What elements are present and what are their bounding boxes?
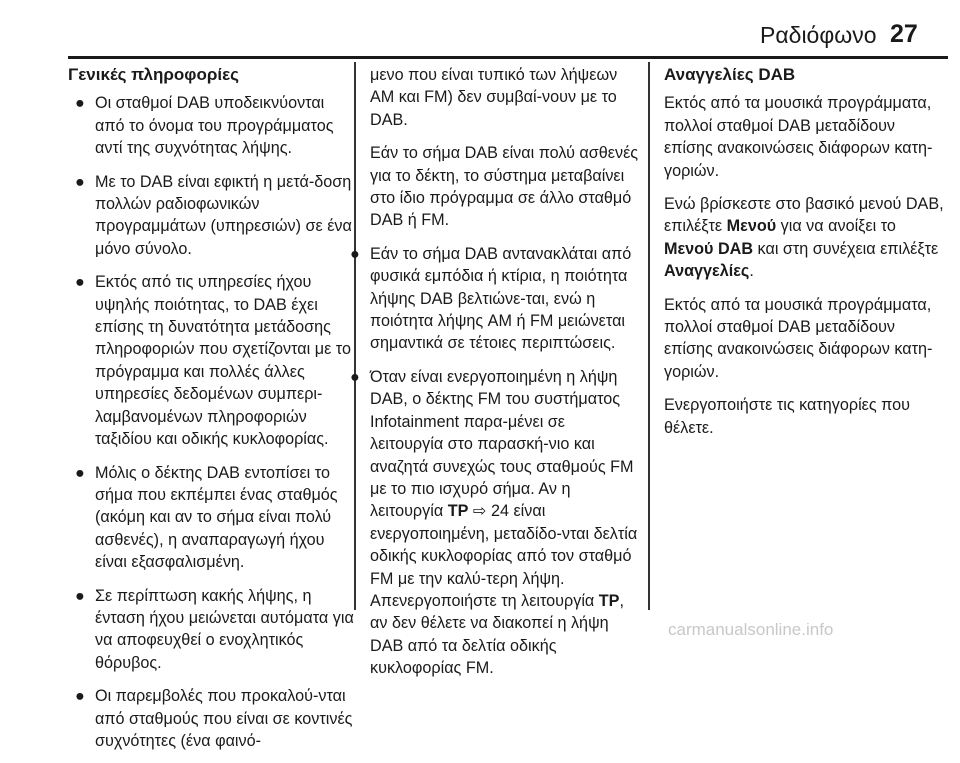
list-item: ● Με το DAB είναι εφικτή η μετά-δοση πολλών ραδιοφωνικών προγραμμάτων (υπηρεσιών) σε ένα μόνο σύνολο. bbox=[75, 172, 352, 258]
column-divider bbox=[648, 62, 650, 610]
list-item: ● Εάν το σήμα DAB αντανακλάται από φυσικά εμπόδια ή κτίρια, η ποιότητα λήψης DAB βελτιώνε-ται, ενώ η ποιότητα λήψης AM ή FM μειώνεται σημαντικά σε τέτοιες περιπτώσεις. bbox=[350, 244, 632, 353]
page-reference: 24 bbox=[490, 502, 509, 521]
list-item: ● Εκτός από τις υπηρεσίες ήχου υψηλής ποιότητας, το DAB έχει επίσης τη δυνατότητα μετάδοσης πληροφοριών που σχετίζονται με το πρόγραμμα και πολλές άλλες υπηρεσίες δεδομένων συμπερι-λαμβανομένων πληροφοριών ταξιδίου και οδικής κυκλοφορίας. bbox=[75, 273, 351, 449]
bullet-icon: ● bbox=[350, 244, 360, 263]
header-rule bbox=[68, 56, 948, 59]
list-item: ● Όταν είναι ενεργοποιημένη η λήψη DAB, ο δέκτης FM του συστήματος Infotainment παρα-μένει σε λειτουργία στο παρασκή-νιο και αναζητά συνεχώς τους σταθμούς FM με το πιο ισχυρό σήμα. Αν η λειτουργία TP ⇨ 24 είναι ενεργοποιημένη, μεταδίδο-νται δελτία οδικής κυκλοφορίας από τον σταθμό FM με την καλύ-τερη λήψη. Απενεργοποιήστε τη λειτουργία TP, αν δεν θέλετε να διακοπεί η λήψη DAB από τα δελτία οδικής κυκλοφορίας FM. bbox=[350, 367, 638, 678]
right-column bbox=[664, 64, 944, 450]
announcements-label: Αναγγελίες bbox=[664, 262, 750, 281]
paragraph: Ενεργοποιήστε τις κατηγορίες που θέλετε. bbox=[664, 396, 910, 437]
paragraph: Ενώ βρίσκεστε στο βασικό μενού DAB, επιλέξτε Μενού για να ανοίξει το Μενού DAB και στη συνέχεια επιλέξτε Αναγγελίες. bbox=[664, 195, 944, 281]
menu-dab-label: Μενού DAB bbox=[664, 239, 754, 258]
list-item: ● Σε περίπτωση κακής λήψης, η ένταση ήχου μειώνεται αυτόματα για να αποφευχθεί ο ενοχλητικός θόρυβος. bbox=[75, 586, 354, 672]
bullet-icon: ● bbox=[75, 273, 85, 292]
bullet-icon: ● bbox=[350, 367, 360, 386]
bullet-icon: ● bbox=[75, 172, 85, 191]
watermark: carmanualsonline.info bbox=[668, 620, 834, 639]
paragraph: Εκτός από τα μουσικά προγράμματα, πολλοί σταθμοί DAB μεταδίδουν επίσης ανακοινώσεις διάφορων κατη-γοριών. bbox=[664, 295, 933, 381]
menu-label: Μενού bbox=[726, 217, 777, 236]
page-reference-arrow-icon: ⇨ bbox=[472, 502, 487, 521]
section-title: Ραδιόφωνο bbox=[760, 22, 877, 48]
tp-label: TP bbox=[598, 591, 620, 610]
bullet-icon: ● bbox=[75, 94, 85, 113]
general-info-heading: Γενικές πληροφορίες bbox=[68, 65, 239, 84]
left-column bbox=[68, 64, 355, 763]
page-number: 27 bbox=[890, 20, 918, 48]
dab-announcements-heading: Αναγγελίες DAB bbox=[664, 65, 796, 84]
dab-notes-list bbox=[343, 243, 640, 680]
general-info-list bbox=[68, 92, 355, 752]
continued-text: μενο που είναι τυπικό των λήψεων AM και FM) δεν συμβαί-νουν με το DAB. bbox=[370, 66, 618, 129]
bullet-icon: ● bbox=[75, 463, 85, 482]
weak-signal-note: Εάν το σήμα DAB είναι πολύ ασθενές για το δέκτη, το σύστημα μεταβαίνει στο ίδιο πρόγραμμα σε άλλο σταθμό DAB ή FM. bbox=[370, 144, 639, 230]
list-item: ● Οι παρεμβολές που προκαλού-νται από σταθμούς που είναι σε κοντινές συχνότητες (ένα φαινό- bbox=[75, 687, 353, 750]
bullet-icon: ● bbox=[75, 687, 85, 706]
tp-label: TP bbox=[447, 502, 469, 521]
bullet-icon: ● bbox=[75, 586, 85, 605]
list-item: ● Μόλις ο δέκτης DAB εντοπίσει το σήμα που εκπέμπει ένας σταθμός (ακόμη και αν το σήμα είναι πολύ ασθενές), η αναπαραγωγή ήχου είναι εξασφαλισμένη. bbox=[75, 463, 338, 572]
paragraph: Εκτός από τα μουσικά προγράμματα, πολλοί σταθμοί DAB μεταδίδουν επίσης ανακοινώσεις διάφορων κατη-γοριών. bbox=[664, 94, 933, 180]
middle-column bbox=[350, 64, 640, 691]
page-header bbox=[0, 0, 960, 62]
list-item: ● Οι σταθμοί DAB υποδεικνύονται από το όνομα του προγράμματος αντί της συχνότητας λήψης. bbox=[75, 94, 334, 158]
